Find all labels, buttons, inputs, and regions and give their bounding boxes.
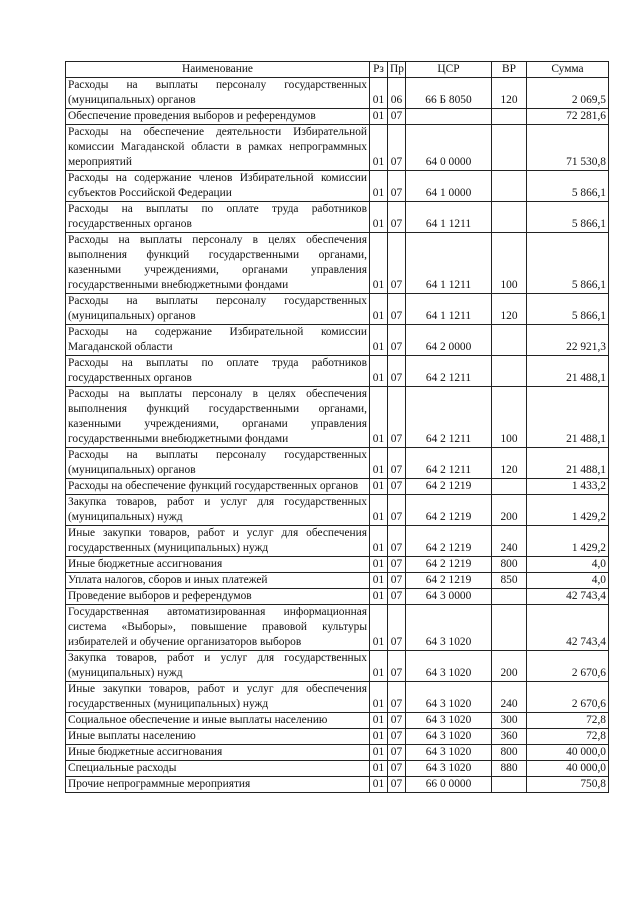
- cell-vr: 360: [492, 729, 527, 745]
- cell-sum: 5 866,1: [527, 202, 609, 233]
- cell-pr: 07: [388, 325, 406, 356]
- cell-sum: 72 281,6: [527, 109, 609, 125]
- cell-csr: 64 3 1020: [406, 745, 492, 761]
- table-row: [66, 557, 609, 573]
- cell-rz: 01: [370, 356, 388, 387]
- cell-pr: 07: [388, 495, 406, 526]
- cell-pr: 07: [388, 745, 406, 761]
- table-row: [66, 294, 609, 325]
- cell-pr: 07: [388, 573, 406, 589]
- cell-csr: 64 3 0000: [406, 589, 492, 605]
- cell-csr: 64 3 1020: [406, 682, 492, 713]
- header-rz: Рз: [370, 62, 388, 78]
- cell-sum: 42 743,4: [527, 605, 609, 651]
- cell-csr: 64 1 1211: [406, 294, 492, 325]
- cell-pr: 07: [388, 356, 406, 387]
- cell-name: Расходы на выплаты по оплате труда работников государственных органов: [66, 356, 370, 387]
- cell-rz: 01: [370, 745, 388, 761]
- cell-vr: [492, 202, 527, 233]
- cell-csr: 64 2 1211: [406, 387, 492, 448]
- cell-pr: 07: [388, 233, 406, 294]
- cell-csr: 64 2 1211: [406, 356, 492, 387]
- cell-rz: 01: [370, 605, 388, 651]
- table-row: [66, 651, 609, 682]
- header-name: Наименование: [66, 62, 370, 78]
- cell-sum: 21 488,1: [527, 356, 609, 387]
- cell-name: Иные бюджетные ассигнования: [66, 557, 370, 573]
- cell-name: Иные выплаты населению: [66, 729, 370, 745]
- cell-rz: 01: [370, 109, 388, 125]
- cell-csr: 64 2 1219: [406, 479, 492, 495]
- cell-sum: 2 670,6: [527, 682, 609, 713]
- cell-pr: 07: [388, 125, 406, 171]
- table-row: [66, 745, 609, 761]
- cell-pr: 07: [388, 557, 406, 573]
- cell-name: Иные закупки товаров, работ и услуг для обеспечения государственных (муниципальных) нужд: [66, 682, 370, 713]
- header-vr: ВР: [492, 62, 527, 78]
- cell-sum: 2 670,6: [527, 651, 609, 682]
- table-row: [66, 605, 609, 651]
- cell-sum: 5 866,1: [527, 171, 609, 202]
- cell-csr: 64 3 1020: [406, 713, 492, 729]
- table-row: [66, 109, 609, 125]
- cell-pr: 07: [388, 294, 406, 325]
- cell-sum: 21 488,1: [527, 448, 609, 479]
- cell-sum: 1 429,2: [527, 526, 609, 557]
- cell-pr: 07: [388, 651, 406, 682]
- cell-sum: 42 743,4: [527, 589, 609, 605]
- cell-name: Закупка товаров, работ и услуг для государственных (муниципальных) нужд: [66, 651, 370, 682]
- cell-csr: 66 Б 8050: [406, 78, 492, 109]
- cell-rz: 01: [370, 589, 388, 605]
- cell-name: Расходы на выплаты персоналу в целях обеспечения выполнения функций государственными органами, казенными учреждениями, органами управления государственными внебюджетными фондами: [66, 233, 370, 294]
- table-row: [66, 202, 609, 233]
- cell-rz: 01: [370, 479, 388, 495]
- table-row: [66, 325, 609, 356]
- cell-vr: [492, 605, 527, 651]
- cell-pr: 07: [388, 526, 406, 557]
- cell-rz: 01: [370, 682, 388, 713]
- cell-csr: 64 1 0000: [406, 171, 492, 202]
- cell-pr: 07: [388, 589, 406, 605]
- cell-pr: 07: [388, 605, 406, 651]
- cell-csr: 64 3 1020: [406, 605, 492, 651]
- cell-name: Обеспечение проведения выборов и референдумов: [66, 109, 370, 125]
- cell-pr: 07: [388, 729, 406, 745]
- cell-vr: 850: [492, 573, 527, 589]
- cell-vr: 800: [492, 745, 527, 761]
- cell-vr: 200: [492, 651, 527, 682]
- cell-rz: 01: [370, 557, 388, 573]
- table-row: [66, 526, 609, 557]
- cell-rz: 01: [370, 495, 388, 526]
- cell-name: Проведение выборов и референдумов: [66, 589, 370, 605]
- cell-name: Иные бюджетные ассигнования: [66, 745, 370, 761]
- cell-csr: 64 2 1211: [406, 448, 492, 479]
- cell-csr: 64 0 0000: [406, 125, 492, 171]
- cell-pr: 06: [388, 78, 406, 109]
- cell-rz: 01: [370, 761, 388, 777]
- cell-csr: 64 3 1020: [406, 729, 492, 745]
- cell-csr: 66 0 0000: [406, 777, 492, 793]
- cell-pr: 07: [388, 713, 406, 729]
- cell-vr: [492, 589, 527, 605]
- cell-rz: 01: [370, 233, 388, 294]
- table-row: [66, 495, 609, 526]
- cell-name: Закупка товаров, работ и услуг для государственных (муниципальных) нужд: [66, 495, 370, 526]
- cell-csr: 64 2 0000: [406, 325, 492, 356]
- table-row: [66, 78, 609, 109]
- header-sum: Сумма: [527, 62, 609, 78]
- cell-rz: 01: [370, 171, 388, 202]
- cell-pr: 07: [388, 109, 406, 125]
- cell-csr: 64 2 1219: [406, 526, 492, 557]
- cell-rz: 01: [370, 573, 388, 589]
- cell-name: Расходы на выплаты персоналу государственных (муниципальных) органов: [66, 448, 370, 479]
- cell-pr: 07: [388, 761, 406, 777]
- cell-pr: 07: [388, 777, 406, 793]
- header-row: [66, 62, 609, 78]
- cell-name: Расходы на содержание Избирательной комиссии Магаданской области: [66, 325, 370, 356]
- cell-sum: 5 866,1: [527, 233, 609, 294]
- cell-csr: 64 1 1211: [406, 233, 492, 294]
- table-row: [66, 356, 609, 387]
- cell-vr: 100: [492, 387, 527, 448]
- cell-rz: 01: [370, 448, 388, 479]
- cell-sum: 750,8: [527, 777, 609, 793]
- cell-name: Иные закупки товаров, работ и услуг для обеспечения государственных (муниципальных) нужд: [66, 526, 370, 557]
- cell-vr: 120: [492, 448, 527, 479]
- cell-sum: 40 000,0: [527, 745, 609, 761]
- cell-pr: 07: [388, 387, 406, 448]
- cell-vr: 100: [492, 233, 527, 294]
- cell-vr: [492, 325, 527, 356]
- cell-vr: [492, 479, 527, 495]
- cell-sum: 4,0: [527, 573, 609, 589]
- cell-csr: 64 2 1219: [406, 573, 492, 589]
- cell-rz: 01: [370, 713, 388, 729]
- cell-rz: 01: [370, 202, 388, 233]
- cell-name: Расходы на выплаты персоналу государственных (муниципальных) органов: [66, 78, 370, 109]
- cell-pr: 07: [388, 479, 406, 495]
- table-row: [66, 233, 609, 294]
- cell-csr: 64 2 1219: [406, 557, 492, 573]
- table-body: [66, 78, 609, 793]
- cell-rz: 01: [370, 526, 388, 557]
- cell-sum: 71 530,8: [527, 125, 609, 171]
- cell-name: Расходы на содержание членов Избирательной комиссии субъектов Российской Федерации: [66, 171, 370, 202]
- cell-vr: [492, 171, 527, 202]
- cell-sum: 21 488,1: [527, 387, 609, 448]
- cell-vr: 800: [492, 557, 527, 573]
- cell-sum: 40 000,0: [527, 761, 609, 777]
- cell-rz: 01: [370, 78, 388, 109]
- cell-pr: 07: [388, 171, 406, 202]
- cell-sum: 72,8: [527, 713, 609, 729]
- header-csr: ЦСР: [406, 62, 492, 78]
- cell-sum: 1 433,2: [527, 479, 609, 495]
- cell-rz: 01: [370, 294, 388, 325]
- cell-rz: 01: [370, 125, 388, 171]
- table-row: [66, 777, 609, 793]
- budget-table: [65, 61, 609, 793]
- cell-csr: 64 1 1211: [406, 202, 492, 233]
- cell-sum: 5 866,1: [527, 294, 609, 325]
- cell-vr: [492, 777, 527, 793]
- cell-vr: 880: [492, 761, 527, 777]
- cell-vr: 240: [492, 682, 527, 713]
- cell-sum: 1 429,2: [527, 495, 609, 526]
- table-row: [66, 761, 609, 777]
- cell-name: Расходы на выплаты по оплате труда работников государственных органов: [66, 202, 370, 233]
- cell-rz: 01: [370, 651, 388, 682]
- cell-name: Специальные расходы: [66, 761, 370, 777]
- cell-csr: 64 3 1020: [406, 761, 492, 777]
- cell-rz: 01: [370, 325, 388, 356]
- cell-name: Уплата налогов, сборов и иных платежей: [66, 573, 370, 589]
- cell-vr: 300: [492, 713, 527, 729]
- header-pr: Пр: [388, 62, 406, 78]
- table-row: [66, 682, 609, 713]
- table-row: [66, 589, 609, 605]
- table-row: [66, 573, 609, 589]
- cell-pr: 07: [388, 202, 406, 233]
- cell-vr: 200: [492, 495, 527, 526]
- cell-name: Расходы на обеспечение деятельности Избирательной комиссии Магаданской области в рамках непрограммных мероприятий: [66, 125, 370, 171]
- cell-vr: [492, 109, 527, 125]
- cell-vr: 120: [492, 294, 527, 325]
- cell-name: Расходы на выплаты персоналу в целях обеспечения выполнения функций государственными органами, казенными учреждениями, органами управления государственными внебюджетными фондами: [66, 387, 370, 448]
- cell-csr: [406, 109, 492, 125]
- cell-sum: 4,0: [527, 557, 609, 573]
- table-row: [66, 171, 609, 202]
- cell-rz: 01: [370, 387, 388, 448]
- cell-name: Расходы на обеспечение функций государственных органов: [66, 479, 370, 495]
- table-row: [66, 448, 609, 479]
- table-row: [66, 125, 609, 171]
- cell-name: Расходы на выплаты персоналу государственных (муниципальных) органов: [66, 294, 370, 325]
- cell-rz: 01: [370, 729, 388, 745]
- table-row: [66, 479, 609, 495]
- table-row: [66, 729, 609, 745]
- cell-name: Прочие непрограммные мероприятия: [66, 777, 370, 793]
- cell-sum: 72,8: [527, 729, 609, 745]
- cell-sum: 22 921,3: [527, 325, 609, 356]
- table-row: [66, 713, 609, 729]
- cell-vr: [492, 125, 527, 171]
- cell-pr: 07: [388, 682, 406, 713]
- cell-name: Государственная автоматизированная информационная система «Выборы», повышение правовой культуры избирателей и обучение организаторов выборов: [66, 605, 370, 651]
- cell-rz: 01: [370, 777, 388, 793]
- cell-vr: 240: [492, 526, 527, 557]
- cell-sum: 2 069,5: [527, 78, 609, 109]
- cell-csr: 64 3 1020: [406, 651, 492, 682]
- cell-vr: [492, 356, 527, 387]
- cell-name: Социальное обеспечение и иные выплаты населению: [66, 713, 370, 729]
- table-row: [66, 387, 609, 448]
- cell-csr: 64 2 1219: [406, 495, 492, 526]
- cell-pr: 07: [388, 448, 406, 479]
- cell-vr: 120: [492, 78, 527, 109]
